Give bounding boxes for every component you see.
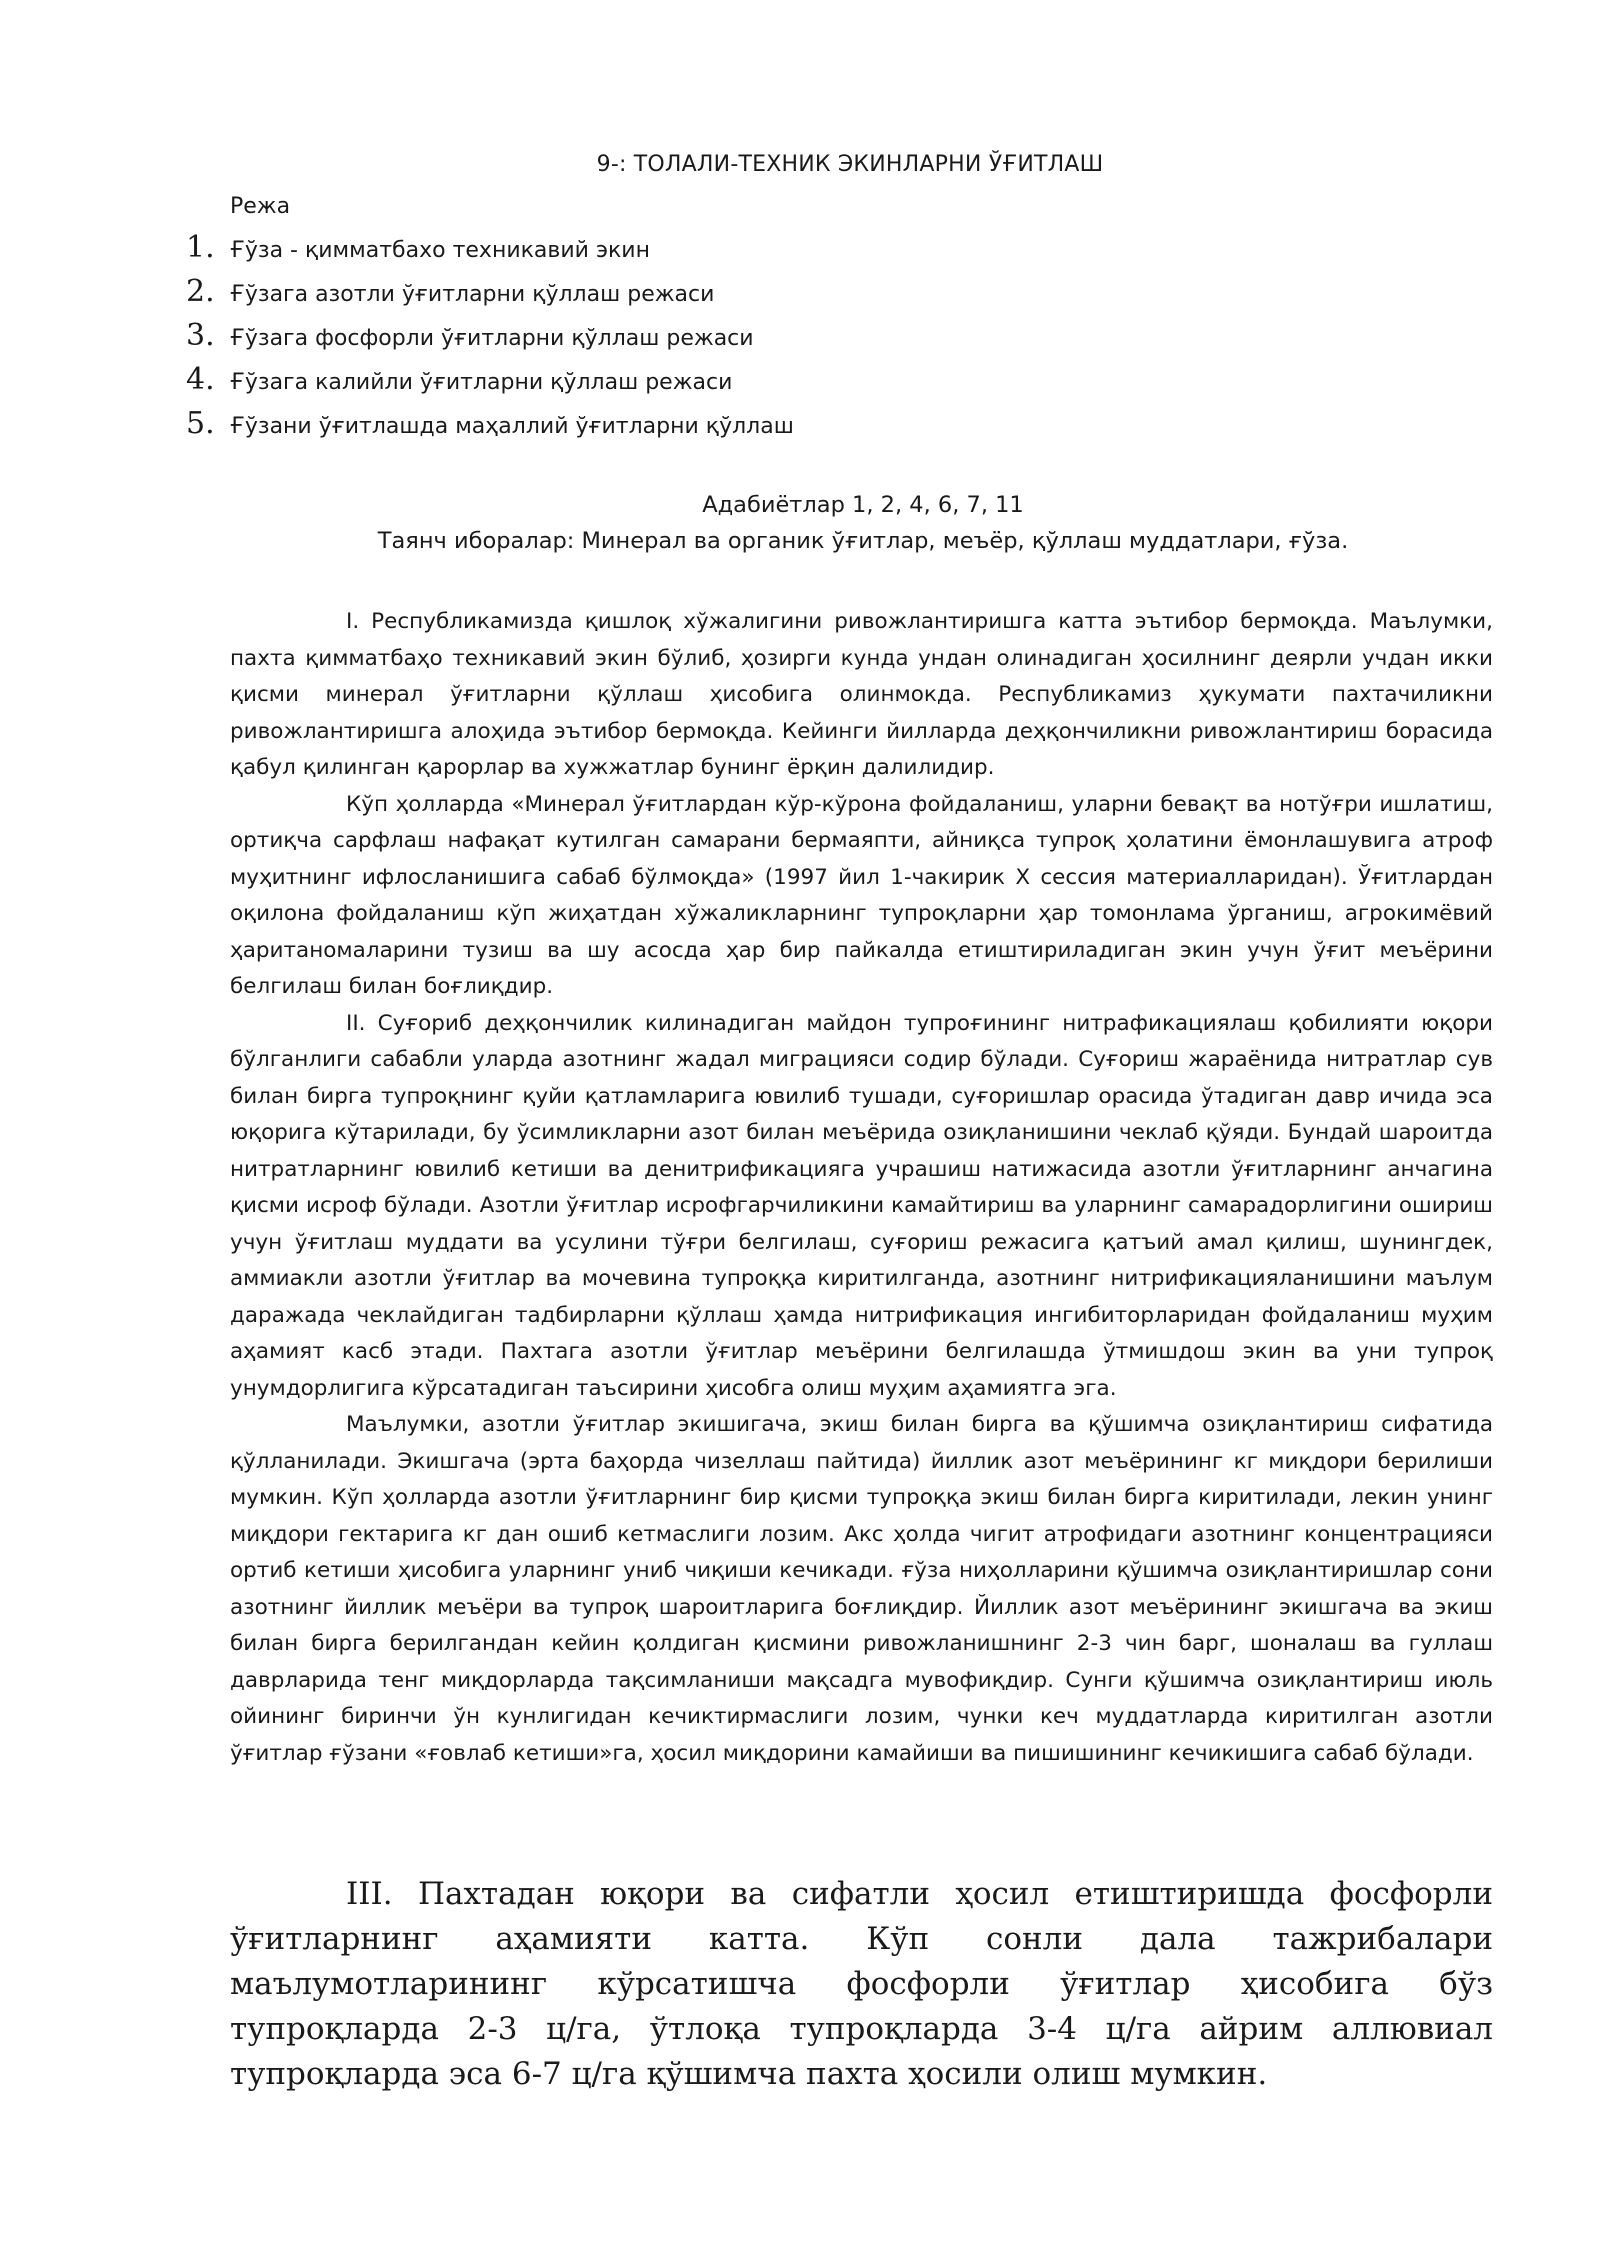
plan-heading: Режа bbox=[230, 194, 291, 219]
paragraph: Кўп ҳолларда «Минерал ўғитлардан кўр-кўрона фойдаланиш, уларни бевақт ва нотўғри ишлатиш, ортиқча сарфлаш нафақат кутилган самарани бермаяпти, айниқса тупроқ ҳолатини ёмонлашувига атроф муҳитнинг ифлосланишига сабаб бўлмоқда» (1997 йил 1-чакирик X сессия материалларидан). Ўғитлардан оқилона фойдаланиш кўп жиҳатдан хўжаликларнинг тупроқларни ҳар томонлама ўрганиш, агрокимёвий ҳаританомаларини тузиш ва шу асосда ҳар бир пайкалда етиштириладиган экин учун ўғит меъёрини белгилаш билан боғлиқдир. bbox=[230, 791, 1493, 999]
plan-item-text: Ғўзага калийли ўғитларни қўллаш режаси bbox=[230, 370, 733, 395]
plan-item bbox=[186, 362, 1286, 406]
plan-item bbox=[186, 406, 1286, 450]
plan-item-text: Ғўза - қимматбахо техникавий экин bbox=[230, 238, 650, 263]
plan-item-text: Ғўзани ўғитлашда маҳаллий ўғитларни қўллаш bbox=[230, 414, 794, 439]
plan-item-number: 1. bbox=[186, 230, 215, 265]
plan-item-text: Ғўзага фосфорли ўғитларни қўллаш режаси bbox=[230, 326, 754, 351]
paragraph: Маълумки, азотли ўғитлар экишигача, экиш билан бирга ва қўшимча озиқлантириш сифатида қўлланилади. Экишгача (эрта баҳорда чизеллаш пайтида) йиллик азот меъёрининг кг миқдори берилиши мумкин. Кўп ҳолларда азотли ўғитларнинг бир қисми тупроққа экиш билан бирга киритилади, лекин унинг миқдори гектарига кг дан ошиб кетмаслиги лозим. Акс ҳолда чигит атрофидаги азотнинг концентрацияси ортиб кетиши ҳисобига уларнинг униб чиқиши кечикади. ғўза ниҳолларини қўшимча озиқлантиришлар сони азотнинг йиллик меъёри ва тупроқ шароитларига боғлиқдир. Йиллик азот меъёрининг экишгача ва экиш билан бирга берилгандан кейин қолдиган қисмини ривожланишнинг 2-3 чин барг, шоналаш ва гуллаш даврларида тенг миқдорларда тақсимланиши мақсадга мувофиқдир. Сунги қўшимча озиқлантириш июль ойининг биринчи ўн кунлигидан кечиктирмаслиги лозим, чунки кеч муддатларда киритилган азотли ўғитлар ғўзани «ғовлаб кетиши»га, ҳосил миқдорини камайиши ва пишишининг кечикишига сабаб бўлади. bbox=[230, 1412, 1493, 1766]
body-text bbox=[230, 604, 1493, 1772]
large-paragraph: III. Пахтадан юқори ва сифатли ҳосил етиштиришда фосфорли ўғитларнинг аҳамияти катта. Кўп сонли дала тажрибалари маълумотларининг кўрсатишча фосфорли ўғитлар ҳисобига бўз тупроқларда 2-3 ц/га, ўтлоқа тупроқларда 3-4 ц/га айрим аллювиал тупроқларда эса 6-7 ц/га қўшимча пахта ҳосили олиш мумкин. bbox=[230, 1876, 1493, 2092]
references-line: Адабиётлар 1, 2, 4, 6, 7, 11 bbox=[702, 492, 1024, 518]
plan-item-number: 3. bbox=[186, 318, 215, 353]
plan-item bbox=[186, 230, 1286, 274]
plan-list bbox=[186, 230, 1286, 450]
plan-item bbox=[186, 318, 1286, 362]
plan-item-text: Ғўзага азотли ўғитларни қўллаш режаси bbox=[230, 282, 715, 307]
keywords-line: Таянч иборалар: Минерал ва органик ўғитлар, меъёр, қўллаш муддатлари, ғўза. bbox=[377, 528, 1349, 554]
plan-item-number: 2. bbox=[186, 274, 215, 309]
document-title: 9-: ТОЛАЛИ-ТЕХНИК ЭКИНЛАРНИ ЎҒИТЛАШ bbox=[596, 152, 1104, 177]
paragraph: I. Республикамизда қишлоқ хўжалигини ривожлантиришга катта эътибор бермоқда. Маълумки, пахта қимматбаҳо техникавий экин бўлиб, ҳозирги кунда ундан олинадиган ҳосилнинг деярли учдан икки қисми минерал ўғитларни қўллаш ҳисобига олинмокда. Республикамиз ҳукумати пахтачиликни ривожлантиришга алоҳида эътибор бермоқда. Кейинги йилларда деҳқончиликни ривожлантириш борасида қабул қилинган қарорлар ва хужжатлар бунинг ёрқин далилидир. bbox=[230, 609, 1493, 780]
plan-item-number: 5. bbox=[186, 406, 215, 441]
paragraph: II. Суғориб деҳқончилик килинадиган майдон тупроғининг нитрафикациялаш қобилияти юқори бўлганлиги сабабли уларда азотнинг жадал миграцияси содир бўлади. Суғориш жараёнида нитратлар сув билан бирга тупроқнинг қуйи қатламларига ювилиб тушади, суғоришлар орасида ўтадиган давр ичида эса юқорига кўтарилади, бу ўсимликларни азот билан меъёрида озиқланишини чеклаб қўяди. Бундай шароитда нитратларнинг ювилиб кетиши ва денитрификацияга учрашиш натижасида азотли ўғитларнинг анчагина қисми исроф бўлади. Азотли ўғитлар исрофгарчиликини камайтириш ва уларнинг самарадорлигини ошириш учун ўғитлаш муддати ва усулини тўғри белгилаш, суғориш режасига қатъий амал қилиш, шунингдек, аммиакли азотли ўғитлар ва мочевина тупроққа киритилганда, азотнинг нитрификацияланишини маълум даражада чеклайдиган тадбирларни қўллаш ҳамда нитрификация ингибиторларидан фойдаланиш муҳим аҳамият касб этади. Пахтага азотли ўғитлар меъёрини белгилашда ўтмишдош экин ва уни тупроқ унумдорлигига кўрсатадиган таъсирини ҳисобга олиш муҳим аҳамиятга эга. bbox=[230, 1010, 1493, 1401]
plan-item bbox=[186, 274, 1286, 318]
plan-item-number: 4. bbox=[186, 362, 215, 397]
